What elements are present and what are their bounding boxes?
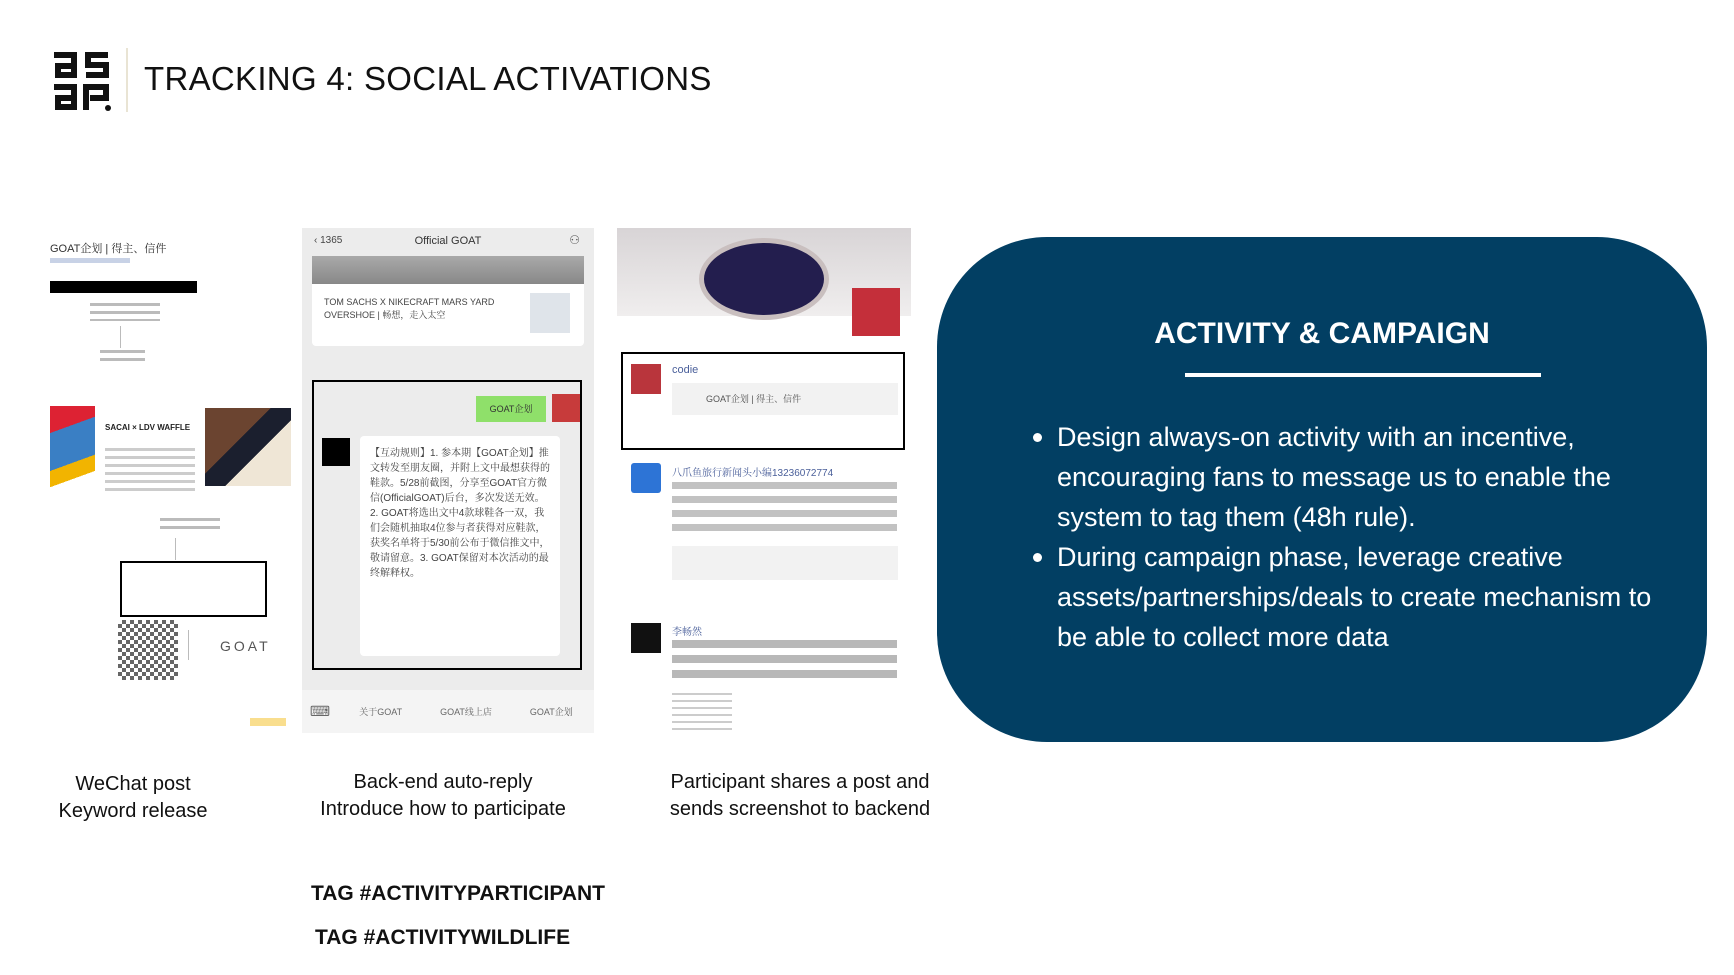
bullet-item: [1033, 537, 1683, 657]
tag-activity-wildlife: TAG #ACTIVITYWILDLIFE: [315, 926, 571, 949]
sneaker-image: [50, 406, 95, 498]
bullet-text: During campaign phase, leverage creative assets/partnerships/deals to create mechanism to be able to collect more data: [1057, 542, 1652, 652]
activity-campaign-panel: [937, 237, 1707, 742]
caption-line: Introduce how to participate: [320, 798, 566, 820]
header-divider: [126, 48, 128, 112]
user-name: 李畅然: [672, 627, 702, 638]
keyboard-icon[interactable]: ⌨: [309, 703, 331, 719]
caption-line: Keyword release: [58, 800, 208, 822]
user-avatar: [631, 623, 661, 653]
user-name: codie: [672, 364, 699, 376]
keyword-bubble: GOAT企划: [476, 396, 546, 422]
panel-title: ACTIVITY & CAMPAIGN: [1154, 317, 1490, 350]
goat-brand: GOAT: [220, 638, 271, 654]
profile-avatar: [852, 288, 900, 336]
caption-line: Back-end auto-reply: [353, 771, 533, 793]
caption-participant-share: [670, 769, 930, 823]
back-count: 1365: [320, 235, 343, 246]
panel-title-underline: [1185, 373, 1541, 377]
post-heading: GOAT企划 | 得主、信件: [50, 243, 167, 255]
user-avatar: [552, 394, 580, 422]
bullet-item: [1033, 417, 1683, 537]
profile-icon: ⚇: [569, 233, 580, 247]
caption-line: WeChat post: [75, 773, 191, 795]
menu-item[interactable]: GOAT线上店: [440, 707, 492, 717]
moments-screenshot: [617, 228, 911, 739]
sneaker-image: [205, 408, 291, 486]
highlight-box: [120, 561, 267, 617]
reply-bubble: 【互动规则】1. 参本期【GOAT企划】推文转发至朋友圈，并附上文中最想获得的鞋款。5/28前截图，分享至GOAT官方微信(OfficialGOAT)后台，多次发送无效。2. GOAT将选出文中4款球鞋各一双，我们会随机抽取4位参与者获得对应鞋款，获奖名单将于5/30前公布于微信推文中，敬请留意。3. GOAT保留对本次活动的最终解释权。: [360, 436, 560, 656]
caption-auto-reply: [320, 769, 566, 823]
bullet-icon: [1033, 553, 1042, 562]
caption-wechat-post: [59, 771, 208, 825]
page-title: TRACKING 4: SOCIAL ACTIVATIONS: [144, 60, 712, 97]
back-button: ‹ 1365: [314, 235, 343, 246]
asap-logo: [50, 50, 112, 112]
menu-item[interactable]: GOAT企划: [529, 707, 573, 717]
caption-line: Participant shares a post and: [670, 771, 930, 793]
auto-reply-screenshot: [302, 228, 594, 733]
chat-menu: [302, 690, 594, 733]
user-name: 八爪鱼旅行新闻头小编13236072774: [672, 468, 834, 479]
product-name: SACAI × LDV WAFFLE: [105, 423, 191, 432]
panel-bullets: [1033, 417, 1683, 657]
bullet-icon: [1033, 433, 1042, 442]
article-title: TOM SACHS X NIKECRAFT MARS YARD OVERSHOE | 畅想，走入太空: [324, 297, 495, 320]
qr-code: [118, 620, 178, 680]
bullet-text: Design always-on activity with an incentive, encouraging fans to message us to enable the system to tag them (48h rule).: [1057, 422, 1611, 532]
user-avatar: [631, 463, 661, 493]
tag-activity-participant: TAG #ACTIVITYPARTICIPANT: [311, 882, 605, 905]
wechat-post-screenshot: [50, 228, 291, 733]
user-avatar: [631, 364, 661, 394]
caption-line: sends screenshot to backend: [669, 798, 931, 820]
shared-post[interactable]: GOAT企划 | 得主、信件: [672, 383, 898, 415]
chat-title: Official GOAT: [414, 235, 482, 247]
article-thumbnail: [530, 293, 570, 333]
menu-item[interactable]: 关于GOAT: [359, 707, 403, 717]
goat-avatar: [322, 438, 350, 466]
